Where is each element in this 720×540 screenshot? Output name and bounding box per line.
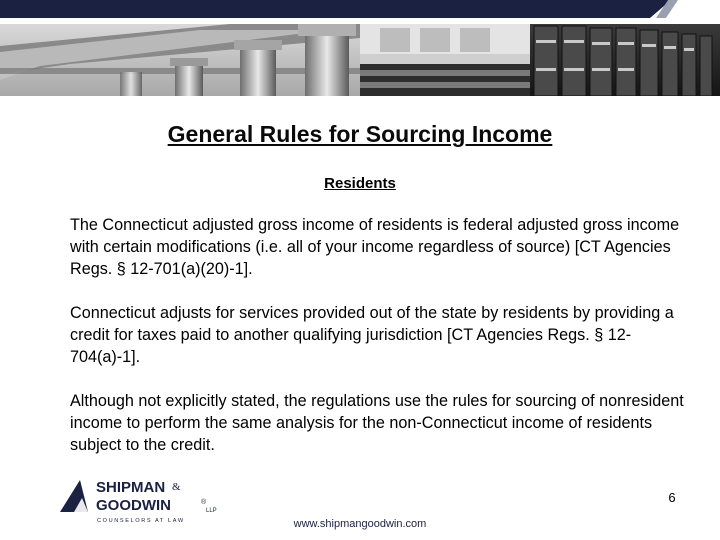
slide-title: General Rules for Sourcing Income bbox=[167, 121, 553, 147]
body-text bbox=[70, 214, 690, 478]
paragraph: The Connecticut adjusted gross income of residents is federal adjusted gross income with certain modifications (i.e. all of your income regardless of source) [CT Agencies Regs. § 12-701(a)(20)-1]. bbox=[70, 216, 680, 278]
footer-url: www.shipmangoodwin.com bbox=[293, 518, 427, 530]
paragraph: Connecticut adjusts for services provided out of the state by residents by providing a credit for taxes paid to another qualifying jurisdiction [CT Agencies Regs. § 12-704(a)-1]. bbox=[70, 304, 674, 366]
logo-llp: LLP bbox=[206, 508, 217, 514]
header-band bbox=[0, 0, 720, 18]
logo-line2: GOODWIN bbox=[96, 497, 171, 514]
header-photo-strip bbox=[0, 24, 720, 96]
logo-ampersand: & bbox=[172, 481, 181, 493]
courthouse-library-banner bbox=[0, 24, 720, 96]
paragraph: Although not explicitly stated, the regulations use the rules for sourcing of nonresident income to perform the same analysis for the non-Connecticut income of residents subject to the credit. bbox=[70, 392, 684, 454]
logo-registered: ® bbox=[201, 499, 207, 506]
logo-tagline: COUNSELORS AT LAW bbox=[97, 518, 185, 524]
section-heading: Residents bbox=[324, 175, 396, 192]
page-number: 6 bbox=[668, 490, 676, 505]
logo-line1: SHIPMAN bbox=[96, 479, 166, 496]
